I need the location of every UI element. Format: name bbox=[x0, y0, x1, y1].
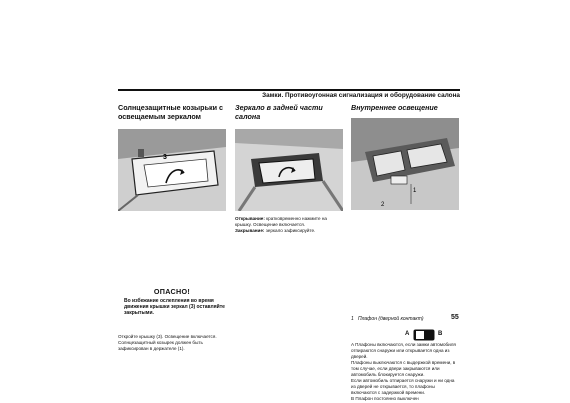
sun-visor-drawing bbox=[118, 129, 226, 211]
section-title-interior-light: Внутреннее освещение bbox=[351, 103, 438, 112]
sun-visor-illustration bbox=[118, 129, 226, 211]
page-header bbox=[118, 89, 460, 101]
switch-icon bbox=[413, 329, 435, 341]
sun-visor-text: Откройте крышку (3). Освещение включается. Солнцезащитный козырек должен быть зафиксирован в держателе (1). bbox=[118, 334, 217, 351]
rear-mirror-drawing bbox=[235, 129, 343, 211]
warning-box bbox=[118, 287, 226, 317]
opening-text: кратковременно нажмите на крышку. Освещение включается. bbox=[235, 216, 327, 227]
closing-text: зеркало зафиксируйте. bbox=[265, 228, 316, 233]
section-title-sun-visors: Солнцезащитные козырьки с освещаемым зеркалом bbox=[118, 103, 224, 121]
light-mode-a-unlock: Если автомобиль отпирается снаружи и ни одна из дверей не открывается, то плафоны включаются с задержкой времени. bbox=[351, 378, 455, 395]
page-number: 55 bbox=[451, 314, 459, 321]
illus-label-3: 3 bbox=[163, 154, 167, 161]
caption-text: Плафон (дверной контакт) bbox=[357, 316, 424, 322]
interior-light-illustration bbox=[351, 118, 459, 210]
warning-title: ОПАСНО! bbox=[153, 287, 191, 296]
section-sun-visors bbox=[118, 103, 226, 351]
section-rear-mirror bbox=[235, 103, 343, 233]
caption-number: 1 bbox=[351, 316, 354, 322]
light-switch-diagram bbox=[405, 329, 445, 341]
light-caption bbox=[351, 316, 424, 322]
switch-label-a: A bbox=[405, 331, 410, 337]
closing-label: Закрывание: bbox=[235, 228, 265, 233]
warning-body: Во избежание ослепления во время движения крышки зеркал (3) оставляйте закрытыми. bbox=[124, 298, 225, 317]
rear-mirror-illustration bbox=[235, 129, 343, 211]
illus-label-2: 2 bbox=[381, 202, 385, 208]
switch-label-b: B bbox=[438, 331, 443, 337]
light-mode-b: B Плафон постоянно выключен bbox=[351, 396, 419, 401]
opening-label: Открывание: bbox=[235, 216, 265, 221]
light-mode-a-delay: Плафоны выключаются с выдержкой времени, в том случае, если двери закрываются или автомобиль блокируется снаружи. bbox=[351, 360, 456, 377]
illus-label-1: 1 bbox=[413, 188, 417, 194]
interior-light-drawing bbox=[351, 118, 459, 210]
light-mode-a: A Плафоны включаются, если замки автомобиля отпираются снаружи или открывается одна из дверей. bbox=[351, 342, 456, 359]
interior-light-text bbox=[351, 342, 459, 402]
page-header-title: Замки. Противоугонная сигнализация и оборудование салона bbox=[262, 92, 460, 99]
section-title-rear-mirror: Зеркало в задней части салона bbox=[235, 103, 323, 121]
rear-mirror-text bbox=[235, 216, 343, 234]
